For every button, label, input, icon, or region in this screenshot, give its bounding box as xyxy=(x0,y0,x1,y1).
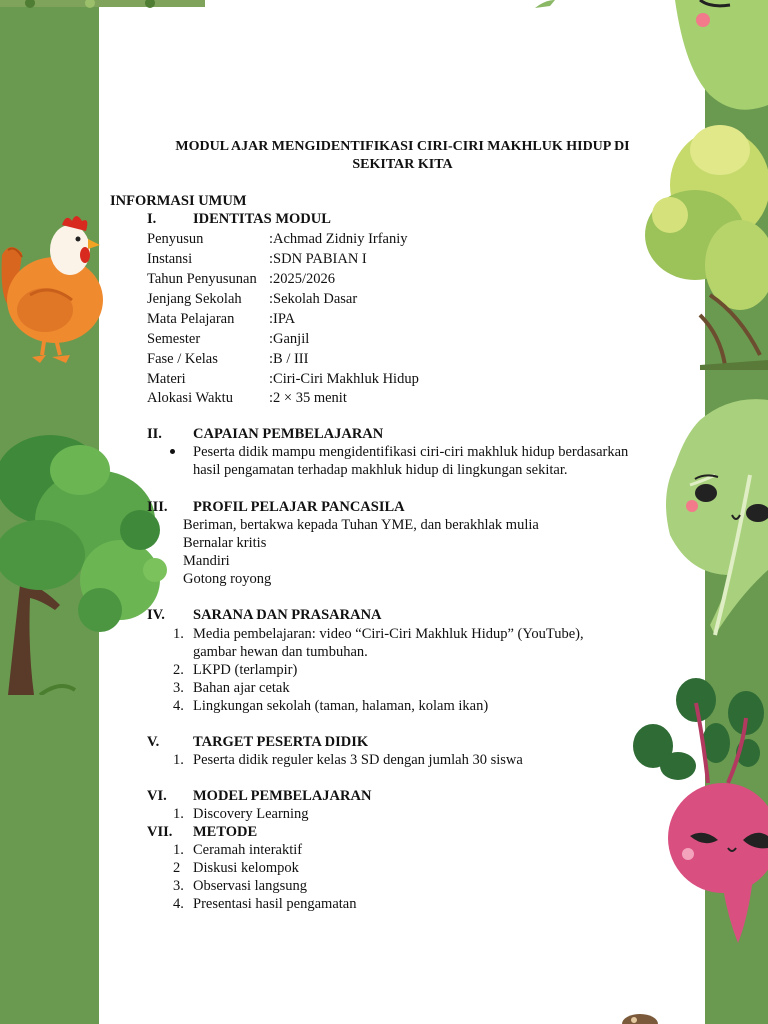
list-number: 4. xyxy=(173,896,184,912)
list-item-text: Presentasi hasil pengamatan xyxy=(193,896,357,912)
identity-value: :SDN PABIAN I xyxy=(269,251,367,267)
list-number: 1. xyxy=(173,752,184,768)
identity-label: Penyusun xyxy=(147,231,204,247)
identity-label: Materi xyxy=(147,371,186,387)
section-heading-general: INFORMASI UMUM xyxy=(110,193,247,209)
list-item-text: Observasi langsung xyxy=(193,878,307,894)
list-item-text: Diskusi kelompok xyxy=(193,860,299,876)
list-number: 3. xyxy=(173,878,184,894)
identity-label: Semester xyxy=(147,331,201,347)
identity-value: :Sekolah Dasar xyxy=(269,291,358,307)
section-heading: MODEL PEMBELAJARAN xyxy=(193,788,372,804)
identity-value: :B / III xyxy=(269,351,309,367)
identity-value: :Ciri-Ciri Makhluk Hidup xyxy=(269,371,419,387)
section-number: VI. xyxy=(147,788,167,804)
section-heading: TARGET PESERTA DIDIK xyxy=(193,734,369,750)
section-number: VII. xyxy=(147,824,173,840)
identity-value: :2 × 35 menit xyxy=(269,390,347,406)
identity-label: Mata Pelajaran xyxy=(147,311,235,327)
section-number: III. xyxy=(147,499,168,515)
profile-item: Mandiri xyxy=(183,553,230,569)
list-number: 1. xyxy=(173,842,184,858)
bullet-marker xyxy=(170,449,175,454)
list-item-text: Media pembelajaran: video “Ciri-Ciri Makhluk Hidup” (YouTube), xyxy=(193,626,584,642)
section-heading: IDENTITAS MODUL xyxy=(193,211,331,227)
list-number: 2 xyxy=(173,860,181,876)
section-number: II. xyxy=(147,426,162,442)
section-number: V. xyxy=(147,734,160,750)
section-heading: SARANA DAN PRASARANA xyxy=(193,607,382,623)
identity-label: Fase / Kelas xyxy=(147,351,218,367)
learning-outcome-text: Peserta didik mampu mengidentifikasi ciri-ciri makhluk hidup berdasarkan xyxy=(193,444,629,460)
list-item-text: Discovery Learning xyxy=(193,806,309,822)
list-item-text: LKPD (terlampir) xyxy=(193,662,298,678)
list-item-text: Lingkungan sekolah (taman, halaman, kolam ikan) xyxy=(193,698,489,714)
list-number: 4. xyxy=(173,698,184,714)
list-item-text: Bahan ajar cetak xyxy=(193,680,290,696)
list-item-text: Peserta didik reguler kelas 3 SD dengan jumlah 30 siswa xyxy=(193,752,523,768)
profile-item: Gotong royong xyxy=(183,571,272,587)
learning-outcome-text: hasil pengamatan terhadap makhluk hidup di lingkungan sekitar. xyxy=(193,462,568,478)
profile-item: Bernalar kritis xyxy=(183,535,267,551)
identity-value: :Ganjil xyxy=(269,331,310,347)
identity-label: Tahun Penyusunan xyxy=(147,271,257,287)
identity-label: Alokasi Waktu xyxy=(147,390,233,406)
profile-item: Beriman, bertakwa kepada Tuhan YME, dan berakhlak mulia xyxy=(183,517,539,533)
identity-label: Jenjang Sekolah xyxy=(147,291,242,307)
document-title-line: MODUL AJAR MENGIDENTIFIKASI CIRI-CIRI MAKHLUK HIDUP DI xyxy=(175,139,630,154)
section-number: IV. xyxy=(147,607,165,623)
list-number: 3. xyxy=(173,680,184,696)
list-number: 1. xyxy=(173,806,184,822)
list-number: 1. xyxy=(173,626,184,642)
identity-value: :Achmad Zidniy Irfaniy xyxy=(269,231,408,247)
list-item-text: Ceramah interaktif xyxy=(193,842,303,858)
document-title-line: SEKITAR KITA xyxy=(352,157,453,172)
section-number: I. xyxy=(147,211,157,227)
section-heading: PROFIL PELAJAR PANCASILA xyxy=(193,499,405,515)
section-heading: METODE xyxy=(193,824,258,840)
identity-value: :IPA xyxy=(269,311,296,327)
identity-label: Instansi xyxy=(147,251,193,267)
list-number: 2. xyxy=(173,662,184,678)
section-heading: CAPAIAN PEMBELAJARAN xyxy=(193,426,384,442)
identity-value: :2025/2026 xyxy=(269,271,336,287)
document-title xyxy=(130,138,675,174)
list-item-text: gambar hewan dan tumbuhan. xyxy=(193,644,368,660)
